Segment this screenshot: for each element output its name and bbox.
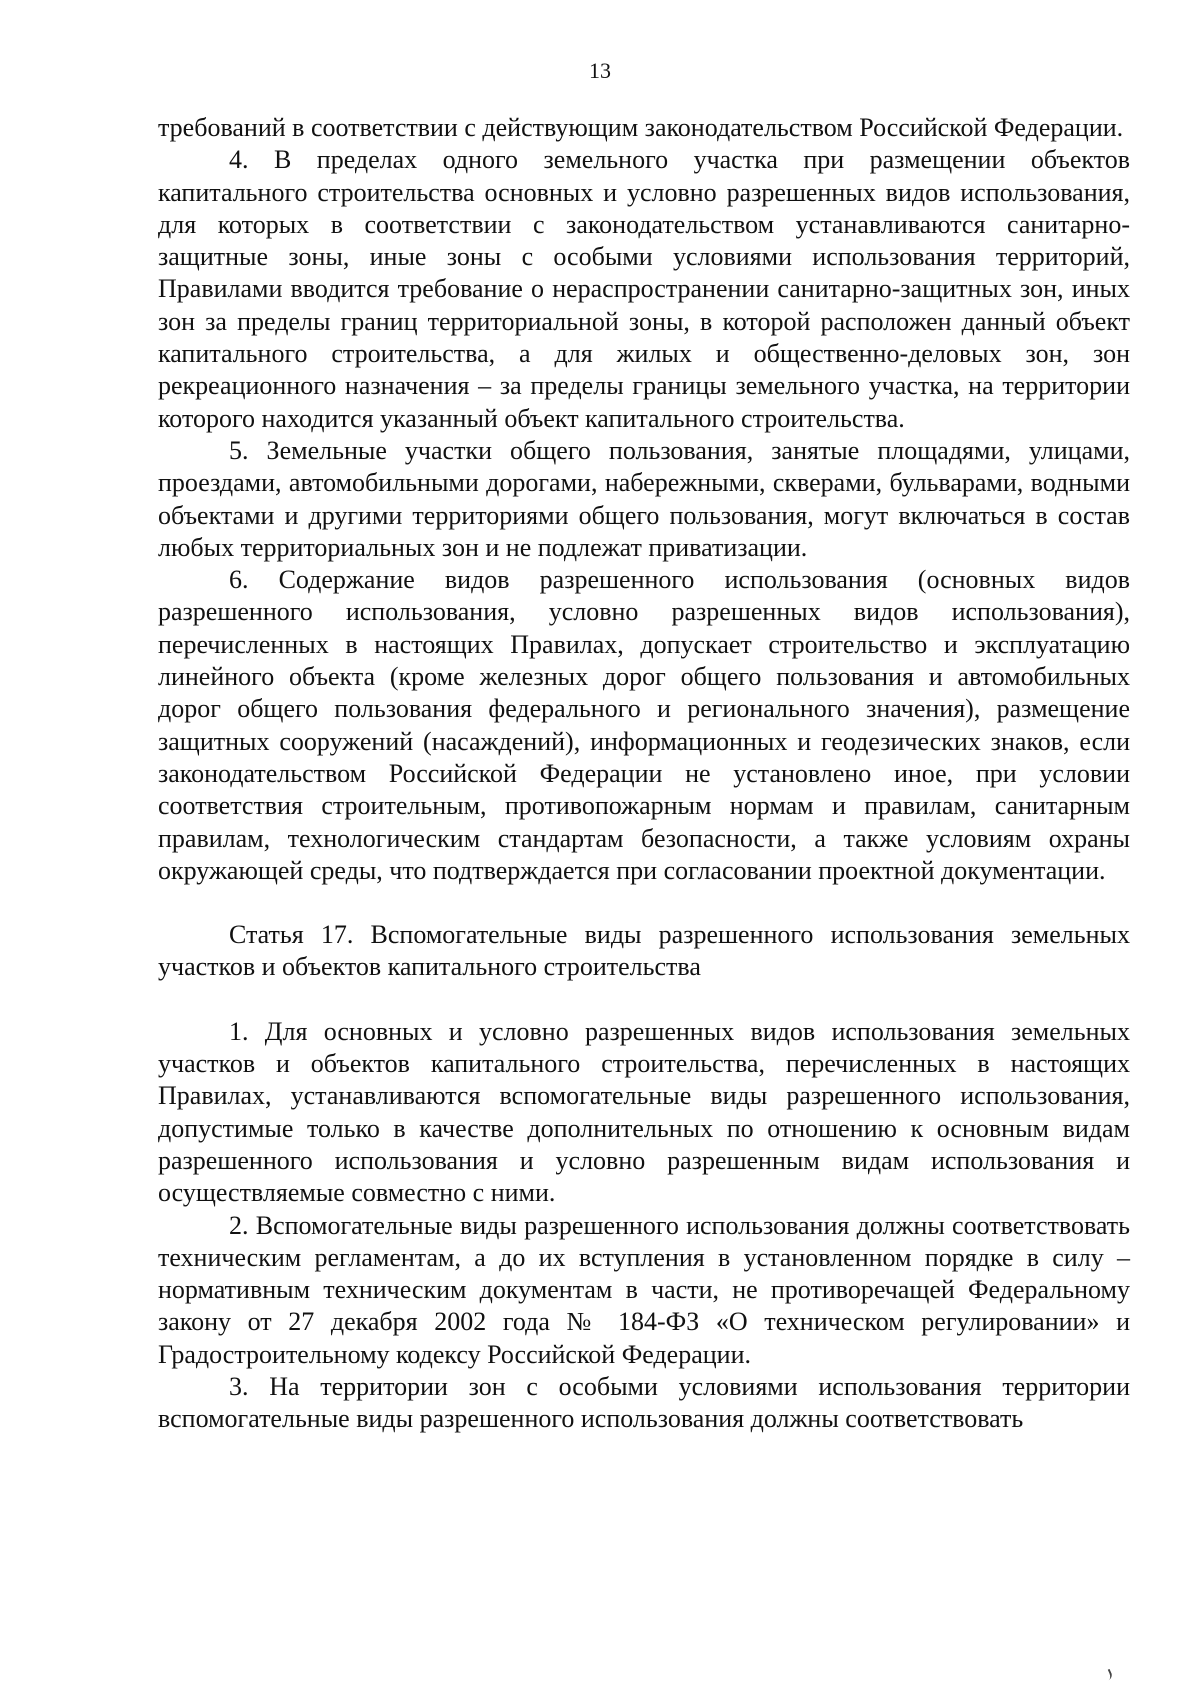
paragraph-item-6: 6. Содержание видов разрешенного использования (основных видов разрешенного использования, условно разрешенных видов использования), перечисленных в настоящих Правилах, допускает строительство и эксплуатацию линейного объекта (кроме железных дорог общего пользования и автомобильных дорог общего пользования федерального и регионального значения), размещение защитных сооружений (насаждений), информационных и геодезических знаков, если законодательством Российской Федерации не установлено иное, при условии соответствия строительным, противопожарным нормам и правилам, санитарным правилам, технологическим стандартам безопасности, а также условиям охраны окружающей среды, что подтверждается при согласовании проектной документации. [158,565,1130,885]
article-17-heading: Статья 17. Вспомогательные виды разрешенного использования земельных участков и объектов капитального строительства [158,920,1130,982]
document-body [158,112,1130,1436]
paragraph-item-4: 4. В пределах одного земельного участка при размещении объектов капитального строительства основных и условно разрешенных видов использования, для которых в соответствии с законодательством устанавливаются санитарно-защитные зоны, иные зоны с особыми условиями использования территорий, Правилами вводится требование о нераспространении санитарно-защитных зон, иных зон за пределы границ территориальной зоны, в которой расположен данный объект капитального строительства, а для жилых и общественно-деловых зон, зон рекреационного назначения – за пределы границы земельного участка, на территории которого находится указанный объект капитального строительства. [158,145,1130,433]
article-paragraph-1: 1. Для основных и условно разрешенных видов использования земельных участков и объектов капитального строительства, перечисленных в настоящих Правилах, устанавливаются вспомогательные виды разрешенного использования, допустимые только в качестве дополнительных по отношению к основным видам разрешенного использования и условно разрешенным видам использования и осуществляемые совместно с ними. [158,1016,1130,1208]
page-number: 13 [589,58,611,83]
heading-spacer [158,984,1130,1016]
scan-mark [1102,1669,1113,1681]
article-paragraph-2: 2. Вспомогательные виды разрешенного использования должны соответствовать техническим регламентам, а до их вступления в установленном порядке в силу – нормативным техническим документам в части, не противоречащей Федеральному закону от 27 декабря 2002 года № 184-ФЗ «О техническом регулировании» и Градостроительному кодексу Российской Федерации. [158,1210,1130,1369]
article-paragraph-3: 3. На территории зон с особыми условиями использования территории вспомогательные виды разрешенного использования должны соответствовать [158,1371,1130,1434]
paragraph-continuation: требований в соответствии с действующим законодательством Российской Федерации. [158,113,1124,142]
paragraph-item-5: 5. Земельные участки общего пользования, занятые площадями, улицами, проездами, автомобильными дорогами, набережными, скверами, бульварами, водными объектами и другими территориями общего пользования, могут включаться в состав любых территориальных зон и не подлежат приватизации. [158,435,1130,562]
